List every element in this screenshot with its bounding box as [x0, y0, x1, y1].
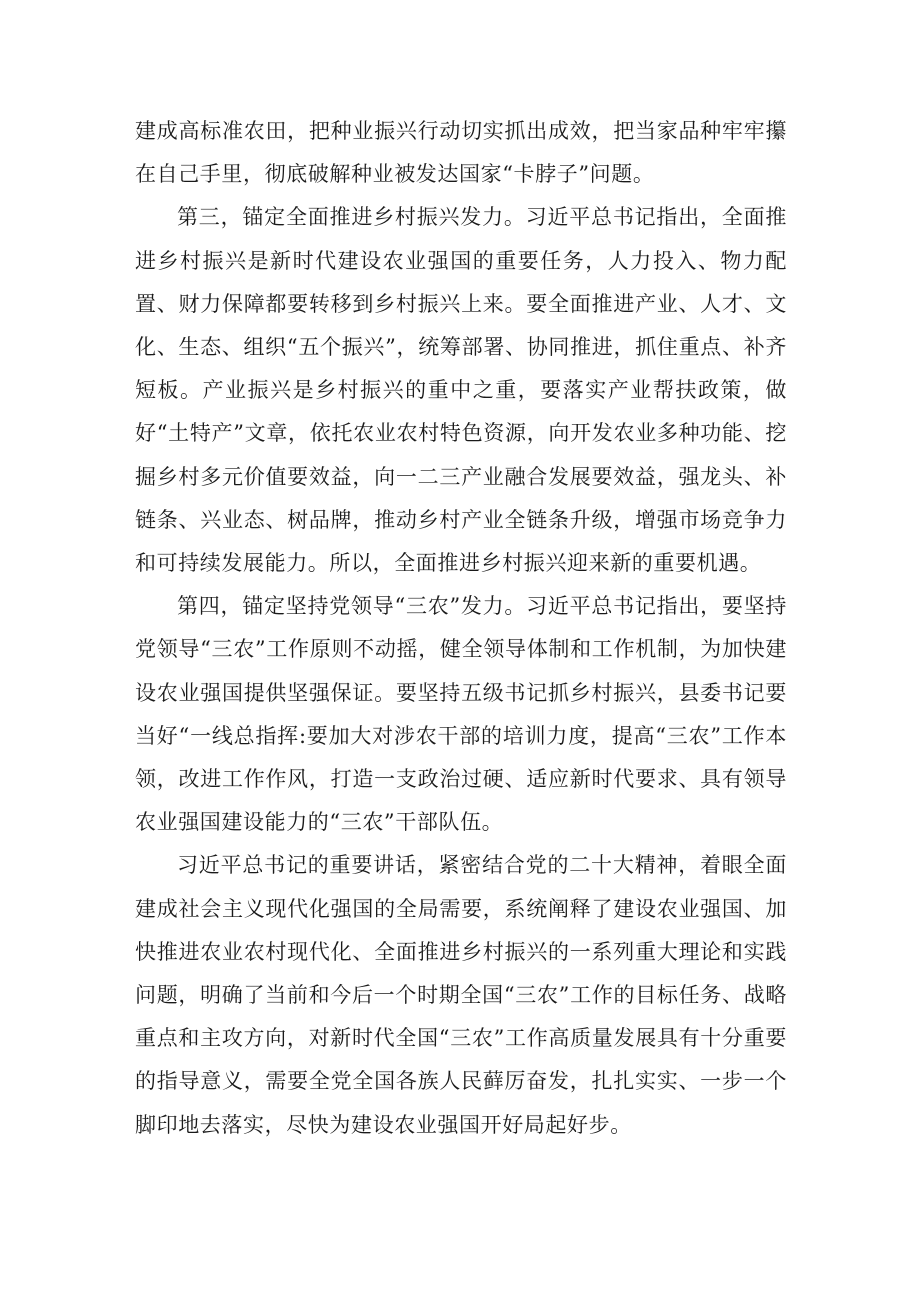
paragraph-continued: 建成高标准农田，把种业振兴行动切实抓出成效，把当家品种牢牢攥在自己手里，彻底破解种业被发达国家“卡脖子”问题。: [135, 119, 787, 187]
paragraph-third-point: 第三，锚定全面推进乡村振兴发力。习近平总书记指出，全面推进乡村振兴是新时代建设农业强国的重要任务，人力投入、物力配置、财力保障都要转移到乡村振兴上来。要全面推进产业、人才、文化、生态、组织“五个振兴”，统筹部署、协同推进，抓住重点、补齐短板。产业振兴是乡村振兴的重中之重，要落实产业帮扶政策，做好“土特产”文章，依托农业农村特色资源，向开发农业多种功能、挖掘乡村多元价值要效益，向一二三产业融合发展要效益，强龙头、补链条、兴业态、树品牌，推动乡村产业全链条升级，增强市场竞争力和可持续发展能力。所以，全面推进乡村振兴迎来新的重要机遇。: [135, 205, 787, 576]
paragraph-fourth-point: 第四，锚定坚持党领导“三农”发力。习近平总书记指出，要坚持党领导“三农”工作原则不动摇，健全领导体制和工作机制，为加快建设农业强国提供坚强保证。要坚持五级书记抓乡村振兴，县委书记要当好“一线总指挥:要加大对涉农干部的培训力度，提高“三农”工作本领，改进工作作风，打造一支政治过硬、适应新时代要求、具有领导农业强国建设能力的“三农”干部队伍。: [135, 594, 787, 835]
paragraph-conclusion: 习近平总书记的重要讲话，紧密结合党的二十大精神，着眼全面建成社会主义现代化强国的全局需要，系统阐释了建设农业强国、加快推进农业农村现代化、全面推进乡村振兴的一系列重大理论和实践问题，明确了当前和今后一个时期全国“三农”工作的目标任务、战略重点和主攻方向，对新时代全国“三农”工作高质量发展具有十分重要的指导意义，需要全党全国各族人民藓厉奋发，扎扎实实、一步一个脚印地去落实，尽快为建设农业强国开好局起好步。: [135, 853, 787, 1137]
document-body: [135, 110, 787, 1147]
